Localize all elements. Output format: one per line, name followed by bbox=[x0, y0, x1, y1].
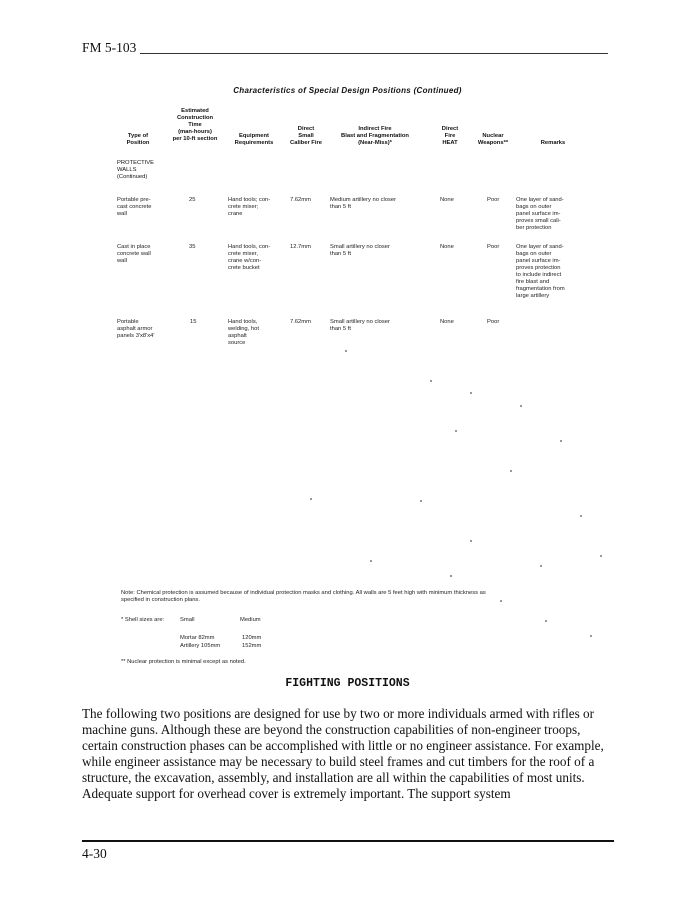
cell-equipment: Hand tools, welding, hot asphalt source bbox=[228, 319, 259, 346]
cell-heat: None bbox=[440, 244, 454, 250]
col-header-direct-small: Direct Small Caliber Fire bbox=[290, 126, 322, 146]
cell-time: 35 bbox=[189, 244, 196, 250]
table-title: Characteristics of Special Design Positions (Continued) bbox=[233, 86, 462, 95]
cell-heat: None bbox=[440, 197, 454, 203]
nuclear-note: ** Nuclear protection is minimal except as noted. bbox=[121, 659, 246, 665]
cell-type: Portable pre- cast concrete wall bbox=[117, 197, 152, 217]
cell-nuclear: Poor bbox=[487, 319, 500, 325]
shell-sizes-label: * Shell sizes are: bbox=[121, 617, 165, 623]
col-header-heat: Direct Fire HEAT bbox=[441, 126, 459, 146]
cell-equipment: Hand tools, con- crete mixer, crane w/con- crete bucket bbox=[228, 244, 271, 271]
cell-heat: None bbox=[440, 319, 454, 325]
cell-type: Portable asphalt armor panels 3'x8'x4' bbox=[117, 319, 155, 339]
col-header-remarks: Remarks bbox=[540, 140, 566, 146]
table-note: Note: Chemical protection is assumed because of individual protection masks and clothing. All walls are 5 feet high with minimum thickness as specified in construction plans. bbox=[121, 590, 486, 603]
cell-indirect: Medium artillery no closer than 5 ft bbox=[330, 197, 397, 210]
cell-nuclear: Poor bbox=[487, 244, 500, 250]
col-header-nuclear: Nuclear Weapons** bbox=[477, 133, 509, 146]
col-header-equipment: Equipment Requirements bbox=[234, 133, 274, 146]
footer-rule bbox=[82, 840, 614, 842]
section-label: PROTECTIVE WALLS (Continued) bbox=[117, 160, 155, 180]
cell-direct-small: 7.62mm bbox=[290, 197, 311, 203]
doc-id: FM 5-103 bbox=[82, 40, 137, 55]
cell-direct-small: 7.62mm bbox=[290, 319, 311, 325]
cell-indirect: Small artillery no closer than 5 ft bbox=[330, 319, 390, 332]
cell-remarks: One layer of sand- bags on outer panel surface im- proves small cali- ber protection bbox=[516, 197, 564, 231]
section-title: FIGHTING POSITIONS bbox=[285, 677, 410, 690]
cell-remarks: One layer of sand- bags on outer panel surface im- proves protection to include indirect fire blast and fragmentation from large artillery bbox=[516, 244, 565, 299]
col-header-time: Estimated Construction Time (man-hours) per 10-ft section bbox=[172, 108, 218, 142]
cell-indirect: Small artillery no closer than 5 ft bbox=[330, 244, 390, 257]
shell-medium-label: Medium bbox=[240, 617, 261, 623]
page-number: 4-30 bbox=[82, 846, 107, 861]
shell-artillery-medium: 152mm bbox=[242, 643, 262, 649]
shell-artillery: Artillery 105mm bbox=[180, 643, 221, 649]
shell-small-label: Small bbox=[180, 617, 195, 623]
col-header-indirect: Indirect Fire Blast and Fragmentation (Near-Miss)* bbox=[341, 126, 409, 146]
header-rule bbox=[140, 53, 608, 54]
cell-type: Cast in place concrete wall wall bbox=[117, 244, 151, 264]
shell-mortar-medium: 120mm bbox=[242, 635, 262, 641]
cell-time: 25 bbox=[189, 197, 196, 203]
cell-nuclear: Poor bbox=[487, 197, 500, 203]
cell-time: 15 bbox=[190, 319, 197, 325]
col-header-type: Type of Position bbox=[126, 133, 150, 146]
shell-mortar: Mortar 82mm bbox=[180, 635, 215, 641]
cell-direct-small: 12.7mm bbox=[290, 244, 311, 250]
cell-equipment: Hand tools; con- crete mixer; crane bbox=[228, 197, 271, 217]
body-paragraph: The following two positions are designed for use by two or more individuals armed with rifles or machine guns. Although these are beyond the construction capabilities of non-engineer troops, certain construction phases can be accomplished with little or no engineer assistance. For example, while engineer assistance may be necessary to build steel frames and cut timbers for the roof of a structure, the excavation, assembly, and installation are all within the capabilities of most units. Adequate support for overhead cover is extremely important. The support system bbox=[82, 706, 604, 801]
